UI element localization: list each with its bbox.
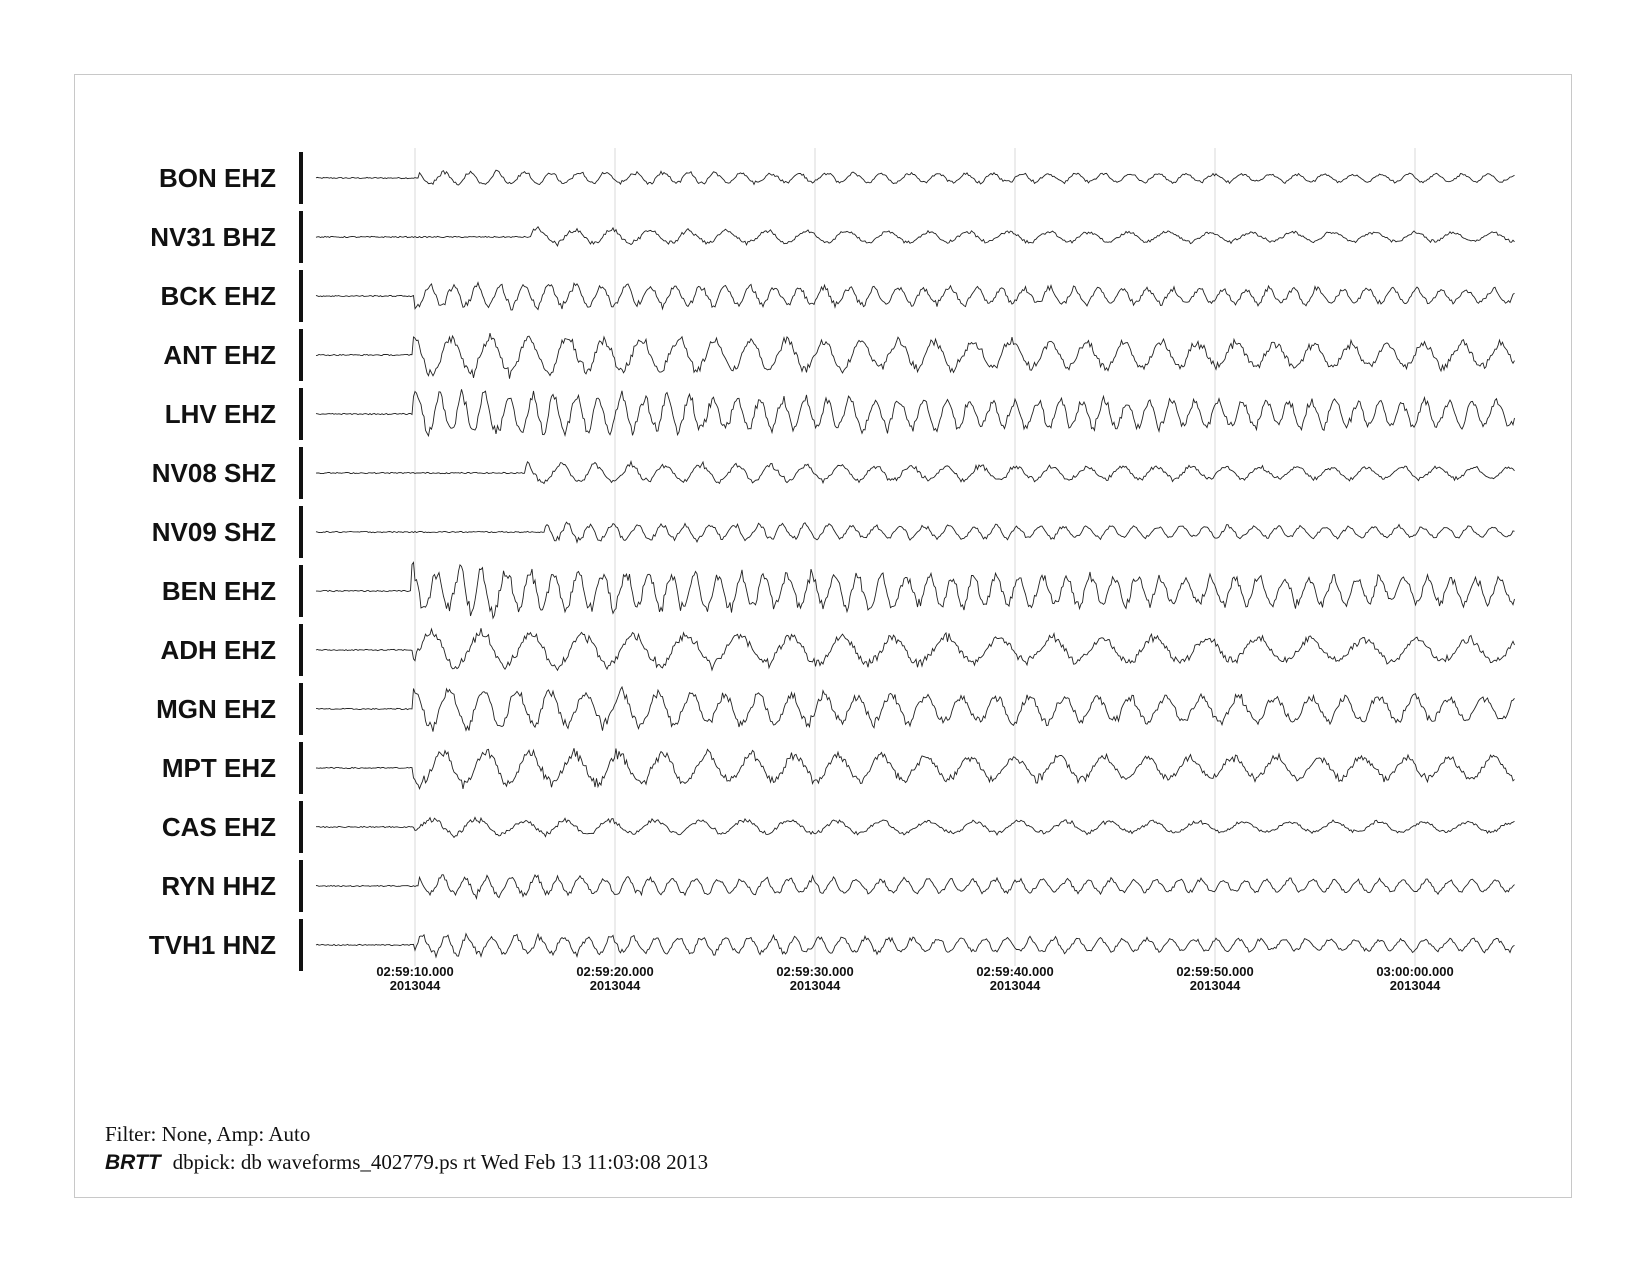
waveform-trace xyxy=(316,389,1515,436)
channel-label: BON EHZ xyxy=(159,163,276,193)
channel-label: ADH EHZ xyxy=(160,635,276,665)
tick-time-label: 02:59:40.000 xyxy=(976,964,1054,979)
channel-label: LHV EHZ xyxy=(164,399,276,429)
channel-label: RYN HHZ xyxy=(161,871,276,901)
waveform-trace xyxy=(316,227,1515,246)
tick-time-label: 02:59:20.000 xyxy=(576,964,654,979)
waveform-trace xyxy=(316,522,1515,542)
waveform-trace xyxy=(316,687,1515,732)
waveform-trace xyxy=(316,748,1515,789)
tick-time-label: 02:59:10.000 xyxy=(376,964,454,979)
waveform-trace xyxy=(316,875,1515,899)
channel-label: MPT EHZ xyxy=(161,753,276,783)
waveform-trace xyxy=(316,462,1515,484)
waveform-trace xyxy=(316,333,1515,379)
tick-date-label: 2013044 xyxy=(1389,978,1441,993)
channel-label: NV09 SHZ xyxy=(151,517,276,547)
filter-info: Filter: None, Amp: Auto xyxy=(105,1122,311,1146)
tick-date-label: 2013044 xyxy=(1189,978,1241,993)
channel-label: NV31 BHZ xyxy=(150,222,276,252)
channel-label: MGN EHZ xyxy=(156,694,276,724)
tick-date-label: 2013044 xyxy=(389,978,441,993)
waveform-trace xyxy=(316,934,1515,957)
tick-time-label: 02:59:30.000 xyxy=(776,964,854,979)
waveform-trace xyxy=(316,628,1515,670)
signature-text: dbpick: db waveforms_402779.ps rt Wed Feb 13 11:03:08 2013 xyxy=(172,1150,709,1174)
waveform-trace xyxy=(316,562,1515,618)
tick-time-label: 03:00:00.000 xyxy=(1376,964,1454,979)
tick-date-label: 2013044 xyxy=(789,978,841,993)
channel-label: BEN EHZ xyxy=(161,576,276,606)
tick-time-label: 02:59:50.000 xyxy=(1176,964,1254,979)
waveform-trace xyxy=(316,817,1515,837)
channel-label: NV08 SHZ xyxy=(151,458,276,488)
channel-label: ANT EHZ xyxy=(163,340,276,370)
channel-label: TVH1 HNZ xyxy=(148,930,276,960)
channel-label: CAS EHZ xyxy=(161,812,276,842)
tick-date-label: 2013044 xyxy=(589,978,641,993)
waveform-trace xyxy=(316,283,1515,310)
tick-date-label: 2013044 xyxy=(989,978,1041,993)
waveform-trace xyxy=(316,170,1515,185)
channel-label: BCK EHZ xyxy=(160,281,276,311)
footer-signature xyxy=(105,1150,708,1175)
brand-logo: BRTT xyxy=(105,1151,161,1174)
